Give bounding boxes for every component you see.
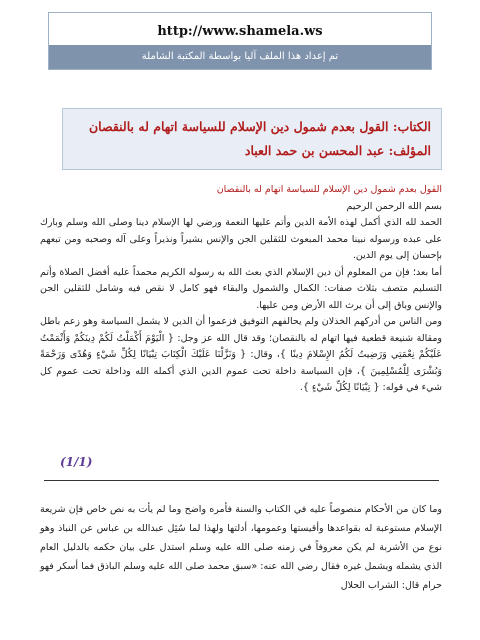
section-subtitle: القول بعدم شمول دين الإسلام للسياسة اتهام له بالنقصان [216,184,442,195]
generated-notice: تم إعداد هذا الملف آليا بواسطة المكتبة الشاملة [49,45,431,69]
basmala: بسم الله الرحمن الرحيم [346,200,442,212]
book-author: المؤلف: عبد المحسن بن حمد العباد [244,143,431,158]
page-number: (1/1) [60,455,93,469]
paragraph-3: ومن الناس من أدركهم الخذلان ولم يحالفهم التوفيق فزعموا أن الدين لا يشمل السياسة وهو زعم باطل ومقالة شنيعة قطعية فيها اتهام له بالنقصان؛ وقد قال الله عز وجل: { الْيَوْمَ أَكْمَلْتُ لَكُمْ دِينَكُمْ وَأَتْمَمْتُ عَلَيْكُمْ نِعْمَتِي وَرَضِيتُ لَكُمُ الإِسْلامَ دِينًا }، وقال: { وَنَزَّلْنَا عَلَيْكَ الْكِتَابَ تِبْيَانًا لِكُلِّ شَيْءٍ وَهُدًى وَرَحْمَةً وَبُشْرَى لِلْمُسْلِمِينَ }، فإن السياسة داخلة تحت عموم الدين الذي أكمله الله وداخلة تحت عموم كل شيء في قوله: { تِبْيَانًا لِكُلِّ شَيْءٍ }. [40,316,442,393]
main-text [40,182,442,397]
page-divider [44,480,439,481]
paragraph-2: أما بعد؛ فإن من المعلوم أن دين الإسلام الذي بعث الله به رسوله الكريم محمداً عليه أفضل الصلاة وأتم التسليم متصف بثلاث صفات: الكمال والشمول والبقاء فهو كامل لا نقص فيه وشامل للثقلين الجن والإنس وباق إلى أن يرث الله الأرض ومن عليها. [40,266,442,311]
next-paragraph-1: وما كان من الأحكام منصوصاً عليه في الكتاب والسنة فأمره واضح وما لم يأت به نص خاص فإن شريعة الإسلام مستوعبة له بقواعدها وأقيستها وعمومها، أدلتها ولهذا لما سُئِل عبدالله بن عباس عن النباذ وهو نوع من الأشربة لم يكن معروفاً في زمنه صلى الله عليه وسلم استدل على بيان حكمه بالدليل العام الذي يشمله ويشمل غيره فقال رضي الله عنه: «سبق محمد صلى الله عليه وسلم الباذق فما أسكر فهو حرام قال: الشراب الحلال [40,504,442,591]
site-url[interactable]: http://www.shamela.ws [157,24,323,39]
book-title: الكتاب: القول بعدم شمول دين الإسلام للسياسة اتهام له بالنقصان [89,119,431,134]
site-header [48,12,432,70]
next-page-text [40,500,442,595]
book-info-box [62,108,442,170]
paragraph-1: الحمد لله الذي أكمل لهذه الأمة الدين وأتم عليها النعمة ورضي لها الإسلام دينا وصلى الله وسلم وبارك على عبده ورسوله نبينا محمد المبعوث للثقلين الجن والإنس بشيراً ونذيراً وعلى آله وصحبه ومن تبعهم بإحسان إلى يوم الدين. [40,217,442,261]
